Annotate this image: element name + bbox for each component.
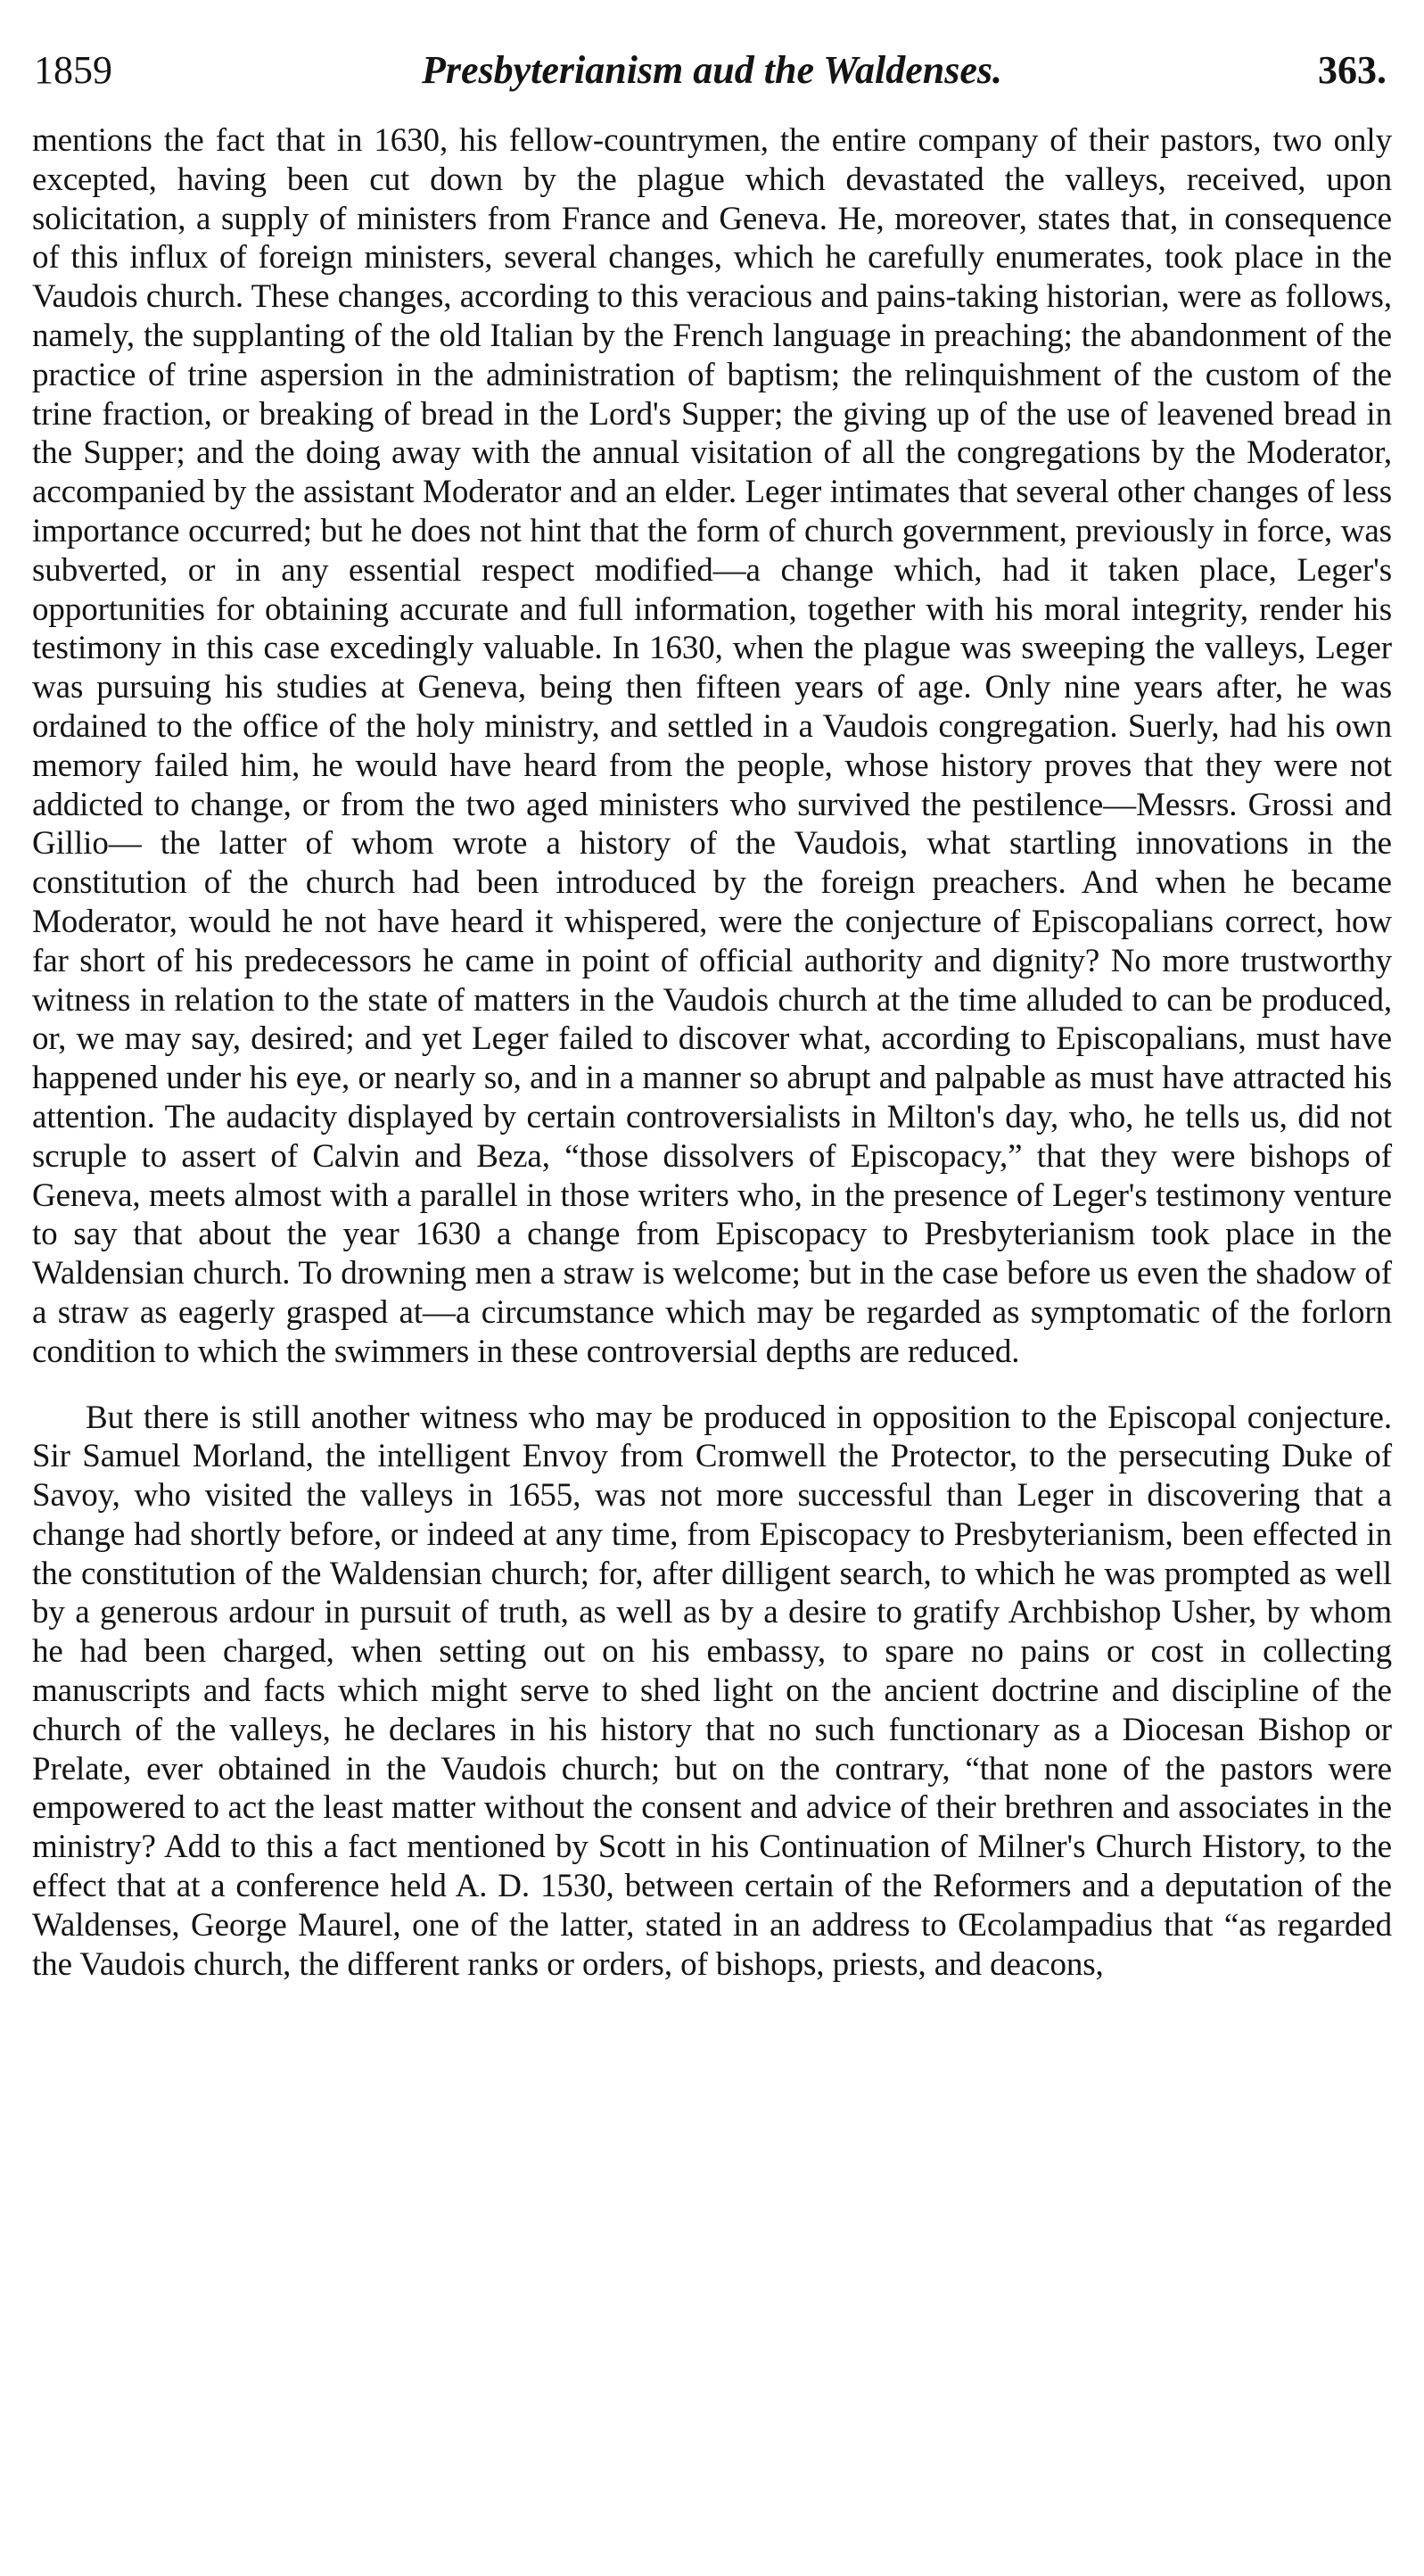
running-head-title: Presbyterianism aud the Waldenses. <box>421 48 1003 92</box>
body-text <box>32 121 1392 1984</box>
running-head-year: 1859 <box>34 48 112 92</box>
paragraph-1: mentions the fact that in 1630, his fellow-countrymen, the entire company of their pastors, two only excepted, having been cut down by the plague which devastated the valleys, received, upon solicitation, a supply of ministers from France and Geneva. He, moreover, states that, in consequence of this influx of foreign ministers, several changes, which he carefully enumerates, took place in the Vaudois church. These changes, according to this veracious and pains-taking historian, were as follows, namely, the supplanting of the old Italian by the French language in preaching; the abandonment of the practice of trine aspersion in the administration of baptism; the relinquishment of the custom of the trine fraction, or breaking of bread in the Lord's Supper; the giving up of the use of leavened bread in the Supper; and the doing away with the annual visitation of all the congregations by the Moderator, accompanied by the assistant Moderator and an elder. Leger intimates that several other changes of less importance occurred; but he does not hint that the form of church government, previously in force, was subverted, or in any essential respect modified—a change which, had it taken place, Leger's opportunities for obtaining accurate and full information, together with his moral integrity, render his testimony in this case excedingly valuable. In 1630, when the plague was sweeping the valleys, Leger was pursuing his studies at Geneva, being then fifteen years of age. Only nine years after, he was ordained to the office of the holy ministry, and settled in a Vaudois congregation. Suerly, had his own memory failed him, he would have heard from the people, whose history proves that they were not addicted to change, or from the two aged ministers who survived the pestilence—Messrs. Grossi and Gillio— the latter of whom wrote a history of the Vaudois, what startling innovations in the constitution of the church had been introduced by the foreign preachers. And when he became Moderator, would he not have heard it whispered, were the conjecture of Episcopalians correct, how far short of his predecessors he came in point of official authority and dignity? No more trustworthy witness in relation to the state of matters in the Vaudois church at the time alluded to can be produced, or, we may say, desired; and yet Leger failed to discover what, according to Episcopalians, must have happened under his eye, or nearly so, and in a manner so abrupt and palpable as must have attracted his attention. The audacity displayed by certain controversialists in Milton's day, who, he tells us, did not scruple to assert of Calvin and Beza, “those dissolvers of Episcopacy,” that they were bishops of Geneva, meets almost with a parallel in those writers who, in the presence of Leger's testimony venture to say that about the year 1630 a change from Episcopacy to Presbyterianism took place in the Waldensian church. To drowning men a straw is welcome; but in the case before us even the shadow of a straw as eagerly grasped at—a circumstance which may be regarded as symptomatic of the forlorn condition to which the swimmers in these controversial depths are reduced. <box>32 122 1392 1370</box>
paragraph-2: But there is still another witness who may be produced in opposition to the Episcopal conjecture. Sir Samuel Morland, the intelligent Envoy from Cromwell the Protector, to the persecuting Duke of Savoy, who visited the valleys in 1655, was not more successful than Leger in discovering that a change had shortly before, or indeed at any time, from Episcopacy to Presbyterianism, been effected in the constitution of the Waldensian church; for, after dilligent search, to which he was prompted as well by a generous ardour in pursuit of truth, as well as by a desire to gratify Archbishop Usher, by whom he had been charged, when setting out on his embassy, to spare no pains or cost in collecting manuscripts and facts which might serve to shed light on the ancient doctrine and discipline of the church of the valleys, he declares in his history that no such functionary as a Diocesan Bishop or Prelate, ever obtained in the Vaudois church; but on the contrary, “that none of the pastors were empowered to act the least matter without the consent and advice of their brethren and associates in the ministry? Add to this a fact mentioned by Scott in his Continuation of Milner's Church History, to the effect that at a conference held A. D. 1530, between certain of the Reformers and a deputation of the Waldenses, George Maurel, one of the latter, stated in an address to Œcolampadius that “as regarded the Vaudois church, the different ranks or orders, of bishops, priests, and deacons, <box>32 1399 1392 1983</box>
page-number: 363. <box>1318 48 1387 92</box>
running-head <box>32 43 1392 98</box>
